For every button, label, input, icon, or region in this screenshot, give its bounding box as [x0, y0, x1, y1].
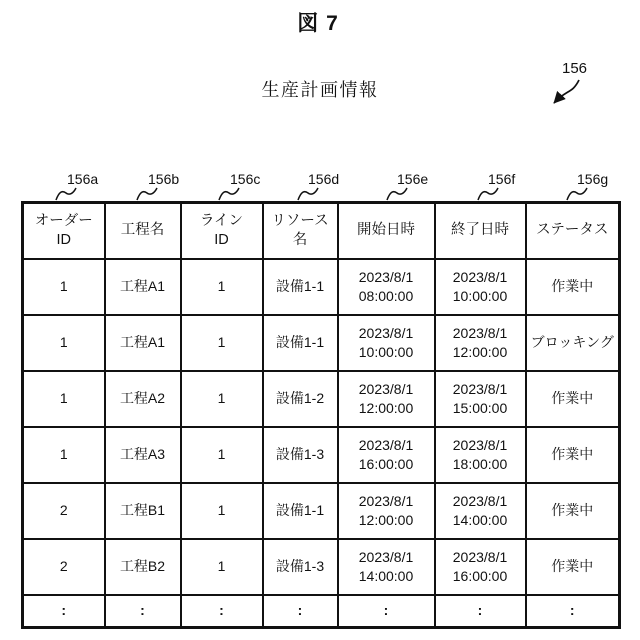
table-cell: 工程A1 — [105, 259, 181, 315]
table-cell: 設備1-3 — [263, 539, 338, 595]
table-cell: 作業中 — [526, 483, 620, 539]
table-row — [23, 315, 620, 371]
table-cell: 設備1-1 — [263, 259, 338, 315]
table-cell: 工程B2 — [105, 539, 181, 595]
leader-line-icon — [476, 187, 500, 201]
column-ref-156e: 156e — [397, 171, 429, 187]
leader-line-icon — [54, 187, 78, 201]
column-header-process-name: 工程名 — [105, 203, 181, 259]
table-cell: 1 — [181, 539, 263, 595]
table-cell: 設備1-1 — [263, 483, 338, 539]
column-ref-156d: 156d — [308, 171, 340, 187]
table-cell: 1 — [23, 371, 105, 427]
ref-label-156: 156 — [562, 60, 588, 77]
column-ref-156b: 156b — [148, 171, 180, 187]
column-header-start-datetime: 開始日時 — [338, 203, 435, 259]
leader-line-icon — [135, 187, 159, 201]
table-cell: 1 — [181, 483, 263, 539]
table-cell: : — [23, 595, 105, 628]
figure-subtitle: 生産計画情報 — [261, 80, 379, 100]
table-cell: 2023/8/1 12:00:00 — [435, 315, 526, 371]
leader-line-icon — [565, 187, 589, 201]
table-cell: 2023/8/1 12:00:00 — [338, 483, 435, 539]
table-cell: 2023/8/1 16:00:00 — [338, 427, 435, 483]
column-header-resource-name: リソース名 — [263, 203, 338, 259]
table-body — [23, 259, 620, 628]
leader-line-icon — [385, 187, 409, 201]
table-row — [23, 371, 620, 427]
table-cell: : — [263, 595, 338, 628]
column-header-line-id: ライン ID — [181, 203, 263, 259]
table-cell: : — [526, 595, 620, 628]
table-cell: 工程A2 — [105, 371, 181, 427]
table-cell: 設備1-1 — [263, 315, 338, 371]
table-row — [23, 595, 620, 628]
figure-number: 図 7 — [297, 12, 339, 35]
column-header-status: ステータス — [526, 203, 620, 259]
table-cell: 2023/8/1 10:00:00 — [338, 315, 435, 371]
table-cell: 作業中 — [526, 539, 620, 595]
column-ref-156c: 156c — [230, 171, 261, 187]
table-cell: 工程A1 — [105, 315, 181, 371]
production-plan-table — [21, 201, 621, 629]
table-cell: : — [338, 595, 435, 628]
table-row — [23, 483, 620, 539]
column-header-order-id: オーダー ID — [23, 203, 105, 259]
table-cell: 2 — [23, 483, 105, 539]
table-row — [23, 427, 620, 483]
table-cell: 2023/8/1 14:00:00 — [435, 483, 526, 539]
table-cell: 2023/8/1 15:00:00 — [435, 371, 526, 427]
table-cell: 2023/8/1 14:00:00 — [338, 539, 435, 595]
table-cell: ブロッキング — [526, 315, 620, 371]
table-cell: 2 — [23, 539, 105, 595]
column-ref-156g: 156g — [577, 171, 609, 187]
table-cell: 作業中 — [526, 427, 620, 483]
table-row — [23, 539, 620, 595]
table-cell: 2023/8/1 10:00:00 — [435, 259, 526, 315]
table-cell: 1 — [23, 259, 105, 315]
table-cell: 1 — [181, 259, 263, 315]
column-ref-156a: 156a — [67, 171, 99, 187]
column-header-end-datetime: 終了日時 — [435, 203, 526, 259]
table-cell: : — [105, 595, 181, 628]
table-cell: 設備1-3 — [263, 427, 338, 483]
table-cell: 1 — [23, 315, 105, 371]
table-cell: 1 — [23, 427, 105, 483]
table-cell: 工程B1 — [105, 483, 181, 539]
column-ref-156f: 156f — [488, 171, 516, 187]
ref-arrow-icon — [542, 77, 586, 113]
table-cell: 1 — [181, 371, 263, 427]
table-cell: 2023/8/1 12:00:00 — [338, 371, 435, 427]
table-cell: : — [181, 595, 263, 628]
table-row — [23, 259, 620, 315]
table-cell: 作業中 — [526, 259, 620, 315]
table-cell: 1 — [181, 315, 263, 371]
table-cell: : — [435, 595, 526, 628]
table-cell: 2023/8/1 08:00:00 — [338, 259, 435, 315]
table-cell: 2023/8/1 18:00:00 — [435, 427, 526, 483]
table-cell: 2023/8/1 16:00:00 — [435, 539, 526, 595]
table-cell: 設備1-2 — [263, 371, 338, 427]
table-cell: 作業中 — [526, 371, 620, 427]
leader-line-icon — [296, 187, 320, 201]
table-cell: 工程A3 — [105, 427, 181, 483]
table-cell: 1 — [181, 427, 263, 483]
leader-line-icon — [217, 187, 241, 201]
table-header-row — [23, 203, 620, 259]
